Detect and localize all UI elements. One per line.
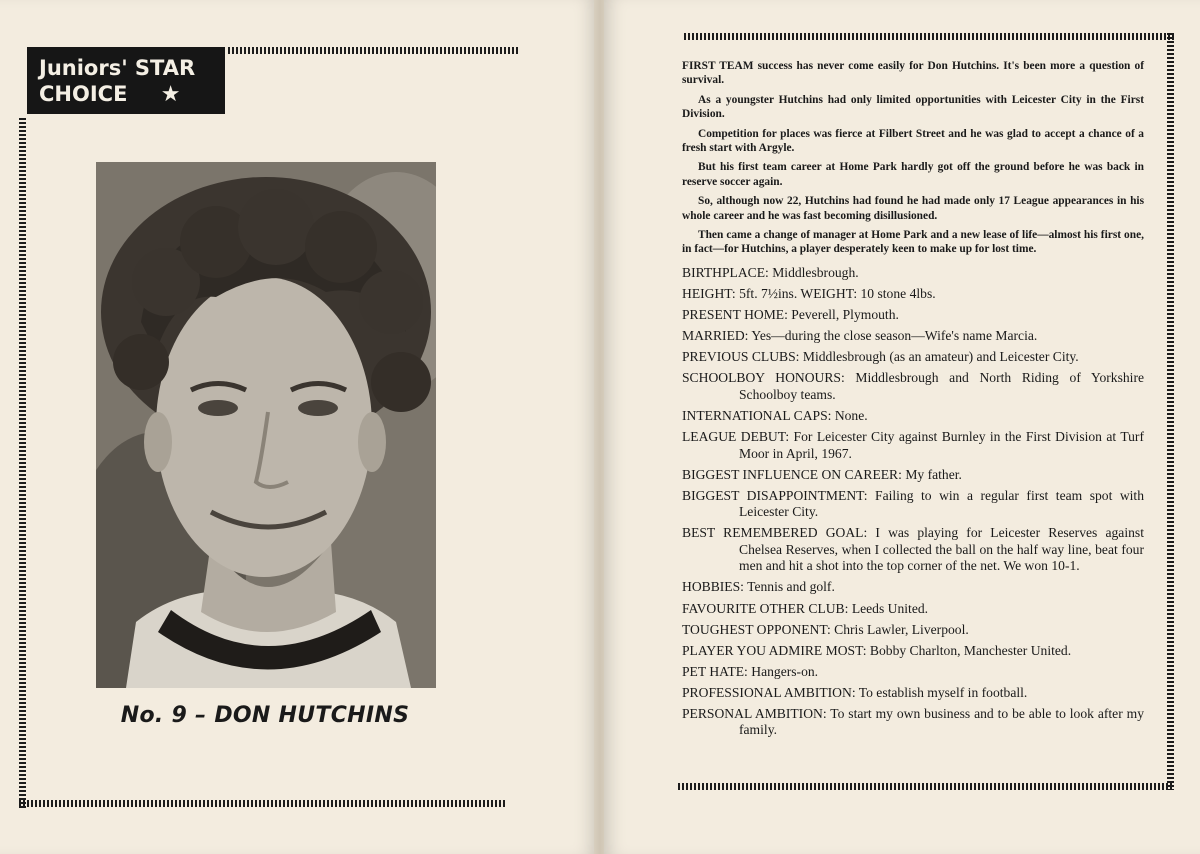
fact-item [682,488,1144,521]
fact-label: LEAGUE DEBUT: [682,429,790,445]
masthead-line2: CHOICE [39,82,128,106]
fact-label: PET HATE: [682,663,748,679]
masthead-line2-row [39,81,225,108]
fact-item [682,265,1144,282]
fact-item [682,328,1144,345]
fact-value: For Leicester City against Burnley in the First Division at Turf Moor in April, 1967. [739,429,1144,461]
intro-lead: FIRST TEAM [682,60,754,72]
intro-text: Then came a change of manager at Home Park and a new lease of life—almost his first one, in fact—for Hutchins, a player desperately keen to make up for lost time. [682,229,1144,256]
fact-value: Failing to win a regular first team spot with Leicester City. [739,487,1144,520]
fact-item [682,408,1144,425]
masthead-line1: Juniors' STAR [39,56,196,80]
fact-value: 5ft. 7½ins. WEIGHT: 10 stone 4lbs. [739,285,936,301]
fact-value: To establish myself in football. [858,684,1028,700]
fact-item [682,525,1144,575]
fact-value: Hangers-on. [751,663,819,679]
intro-text: Competition for places was fierce at Filbert Street and he was glad to accept a chance of a fresh start with Argyle. [682,127,1144,155]
fact-item [682,286,1144,303]
fact-item [682,706,1144,739]
intro-text: But his first team career at Home Park hardly got off the ground before he was back in reserve soccer again. [682,161,1144,188]
fact-label: TOUGHEST OPPONENT: [682,621,831,637]
fact-label: HEIGHT: [682,285,736,301]
fact-label: INTERNATIONAL CAPS: [682,407,832,423]
left-border-rule [19,118,26,808]
fact-list [682,265,1144,739]
fact-label: FAVOURITE OTHER CLUB: [682,600,849,616]
player-photo [96,162,436,688]
fact-label: HOBBIES: [682,579,744,595]
fact-label: SCHOOLBOY HONOURS: [682,370,845,386]
fact-value: Middlesbrough (as an amateur) and Leicester City. [802,349,1079,365]
right-border-rule [1167,33,1174,790]
intro-text: success has never come easily for Don Hutchins. It's been more a question of survival. [682,60,1144,87]
fact-label: BIRTHPLACE: [682,264,769,280]
star-icon: ★ [160,82,181,107]
fact-label: PROFESSIONAL AMBITION: [682,684,856,700]
intro-paragraph [682,228,1144,257]
fact-label: MARRIED: [682,328,749,344]
fact-value: Leeds United. [851,600,929,616]
intro-paragraph [682,127,1144,156]
player-caption: No. 9 – DON HUTCHINS [120,703,410,728]
fact-value: Tennis and golf. [747,579,835,595]
juniors-star-choice-masthead [27,47,225,114]
fact-label: BIGGEST DISAPPOINTMENT: [682,487,868,503]
fact-item [682,467,1144,484]
fact-item [682,349,1144,366]
fact-item [682,307,1144,324]
fact-value: I was playing for Leicester Reserves against Chelsea Reserves, when I collected the ball on the half way line, beat four men and hit a shot into the top corner of the net. We won 10-1. [739,525,1144,574]
fact-label: PLAYER YOU ADMIRE MOST: [682,642,867,658]
fact-item [682,622,1144,639]
fact-value: Chris Lawler, Liverpool. [834,621,969,637]
intro-paragraphs [682,59,1144,257]
fact-value: Middlesbrough. [772,264,859,280]
intro-paragraph [682,59,1144,88]
fact-value: My father. [905,466,962,482]
fact-item [682,601,1144,618]
portrait-illustration [96,162,436,688]
fact-label: PRESENT HOME: [682,307,788,323]
profile-text [682,59,1144,744]
intro-paragraph [682,194,1144,223]
fact-item [682,643,1144,660]
left-page [0,0,596,854]
intro-paragraph [682,160,1144,189]
bottom-border-rule [678,783,1174,790]
fact-value: Middlesbrough and North Riding of Yorkshire Schoolboy teams. [739,370,1145,402]
fact-value: Peverell, Plymouth. [791,307,899,323]
top-border-rule [684,33,1174,40]
fact-item [682,579,1144,596]
intro-text: As a youngster Hutchins had only limited opportunities with Leicester City in the First Division. [682,93,1144,121]
fact-label: BEST REMEMBERED GOAL: [682,525,868,541]
fact-value: Yes—during the close season—Wife's name Marcia. [751,328,1038,344]
fact-item [682,429,1144,462]
fact-item [682,664,1144,681]
bottom-border-rule [19,800,507,807]
fact-value: To start my own business and to be able to look after my family. [739,705,1144,738]
fact-value: Bobby Charlton, Manchester United. [869,642,1072,658]
fact-value: None. [834,407,868,423]
fact-item [682,685,1144,702]
fact-label: BIGGEST INFLUENCE ON CAREER: [682,466,902,482]
fact-label: PERSONAL AMBITION: [682,705,827,721]
intro-paragraph [682,93,1144,122]
top-border-rule [228,47,518,54]
intro-text: So, although now 22, Hutchins had found he had made only 17 League appearances in his whole career and he was fast becoming disillusioned. [682,195,1144,222]
fact-item [682,370,1144,403]
fact-label: PREVIOUS CLUBS: [682,349,800,365]
